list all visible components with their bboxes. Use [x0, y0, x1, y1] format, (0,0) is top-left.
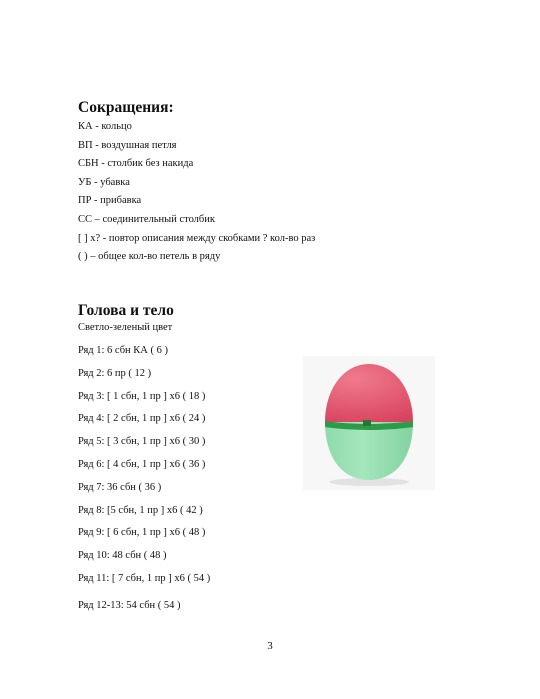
egg-bottom: [303, 422, 435, 490]
pattern-row: Ряд 3: [ 1 сбн, 1 пр ] х6 ( 18 ): [78, 390, 206, 402]
abbreviation-item: ПР - прибавка: [78, 195, 142, 207]
pattern-row: Ряд 5: [ 3 сбн, 1 пр ] х6 ( 30 ): [78, 436, 206, 448]
pattern-row: Ряд 7: 36 сбн ( 36 ): [78, 481, 162, 493]
egg-top: [303, 356, 435, 422]
pattern-row: Ряд 10: 48 сбн ( 48 ): [78, 550, 167, 562]
stripe-knot: [363, 420, 371, 426]
abbreviation-item: [ ] x? - повтор описания между скобками ? кол-во раз: [78, 232, 316, 244]
pattern-row: Ряд 2: 6 пр ( 12 ): [78, 367, 152, 379]
abbreviation-item: СС – соединительный столбик: [78, 213, 215, 225]
abbreviations-list: [78, 120, 315, 269]
abbreviation-item: ( ) – общее кол-во петель в ряду: [78, 251, 221, 263]
pattern-row: Ряд 11: [ 7 сбн, 1 пр ] х6 ( 54 ): [78, 572, 211, 584]
pattern-row: Ряд 1: 6 сбн КА ( 6 ): [78, 345, 168, 356]
abbreviation-item: СБН - столбик без накида: [78, 158, 194, 170]
amigurumi-egg-illustration: [303, 356, 435, 490]
abbreviation-item: КА - кольцо: [78, 121, 132, 132]
pattern-row: Ряд 9: [ 6 сбн, 1 пр ] х6 ( 48 ): [78, 527, 206, 539]
abbreviation-item: ВП - воздушная петля: [78, 139, 177, 151]
color-note: Светло-зеленый цвет: [78, 322, 173, 333]
crochet-egg-photo: [303, 356, 435, 490]
abbreviation-item: УБ - убавка: [78, 176, 130, 188]
page-number: 3: [267, 640, 273, 652]
pattern-row: Ряд 12-13: 54 сбн ( 54 ): [78, 599, 181, 611]
section-title: Голова и тело: [78, 302, 174, 319]
pattern-row: Ряд 6: [ 4 сбн, 1 пр ] х6 ( 36 ): [78, 458, 206, 470]
abbreviations-title: Сокращения:: [78, 99, 174, 116]
pattern-row: Ряд 8: [5 сбн, 1 пр ] х6 ( 42 ): [78, 504, 203, 516]
pattern-row: Ряд 4: [ 2 сбн, 1 пр ] х6 ( 24 ): [78, 413, 206, 425]
pattern-rows: [78, 344, 210, 622]
